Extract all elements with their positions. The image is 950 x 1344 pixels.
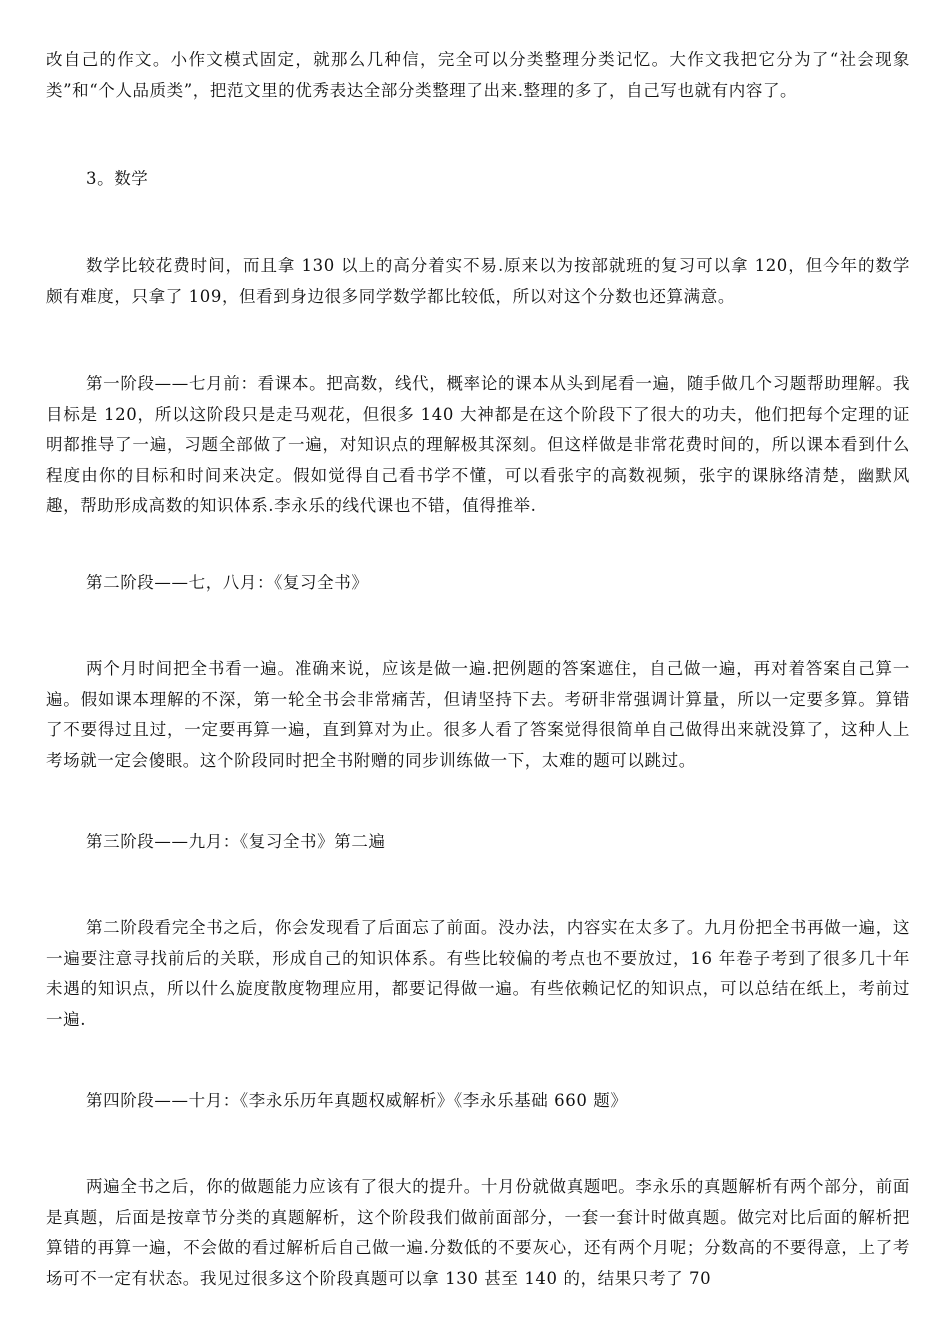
paragraph-math-intro: 数学比较花费时间，而且拿 130 以上的高分着实不易.原来以为按部就班的复习可以拿 120，但今年的数学颇有难度，只拿了 109，但看到身边很多同学数学都比较低，所以对这个分数也还算满意。 [46, 256, 910, 306]
paragraph-stage-one: 第一阶段——七月前：看课本。把高数，线代，概率论的课本从头到尾看一遍，随手做几个习题帮助理解。我目标是 120，所以这阶段只是走马观花，但很多 140 大神都是在这个阶段下了很大的功夫，他们把每个定理的证明都推导了一遍，习题全部做了一遍，对知识点的理解极其深刻。但这样做是非常花费时间的，所以课本看到什么程度由你的目标和时间来决定。假如觉得自己看书学不懂，可以看张宇的高数视频，张宇的课脉络清楚，幽默风趣，帮助形成高数的知识体系.李永乐的线代课也不错，值得推举. [46, 374, 910, 515]
paragraph-stage-three: 第二阶段看完全书之后，你会发现看了后面忘了前面。没办法，内容实在太多了。九月份把全书再做一遍，这一遍要注意寻找前后的关联，形成自己的知识体系。有些比较偏的考点也不要放过，16 年卷子考到了很多几十年未遇的知识点，所以什么旋度散度物理应用，都要记得做一遍。有些依赖记忆的知识点，可以总结在纸上，考前过一遍. [46, 918, 910, 1029]
paragraph-stage-four: 两遍全书之后，你的做题能力应该有了很大的提升。十月份就做真题吧。李永乐的真题解析有两个部分，前面是真题，后面是按章节分类的真题解析，这个阶段我们做前面部分，一套一套计时做真题。做完对比后面的解析把算错的再算一遍，不会做的看过解析后自己做一遍.分数低的不要灰心，还有两个月呢；分数高的不要得意，上了考场可不一定有状态。我见过很多这个阶段真题可以拿 130 甚至 140 的，结果只考了 70 [46, 1177, 910, 1288]
paragraph-composition: 改自己的作文。小作文模式固定，就那么几种信，完全可以分类整理分类记忆。大作文我把它分为了“社会现象类”和“个人品质类”，把范文里的优秀表达全部分类整理了出来.整理的多了，自己写也就有内容了。 [46, 50, 910, 100]
paragraph-stage-two: 两个月时间把全书看一遍。准确来说，应该是做一遍.把例题的答案遮住，自己做一遍，再对着答案自己算一遍。假如课本理解的不深，第一轮全书会非常痛苦，但请坚持下去。考研非常强调计算量，所以一定要多算。算错了不要得过且过，一定要再算一遍，直到算对为止。很多人看了答案觉得很简单自己做得出来就没算了，这种人上考场就一定会傻眼。这个阶段同时把全书附赠的同步训练做一下，太难的题可以跳过。 [46, 659, 910, 770]
section-heading-math: 3。数学 [86, 169, 149, 188]
heading-stage-four: 第四阶段——十月：《李永乐历年真题权威解析》《李永乐基础 660 题》 [86, 1091, 628, 1110]
heading-stage-three: 第三阶段——九月：《复习全书》第二遍 [86, 832, 386, 851]
heading-stage-two: 第二阶段——七，八月：《复习全书》 [86, 573, 369, 592]
